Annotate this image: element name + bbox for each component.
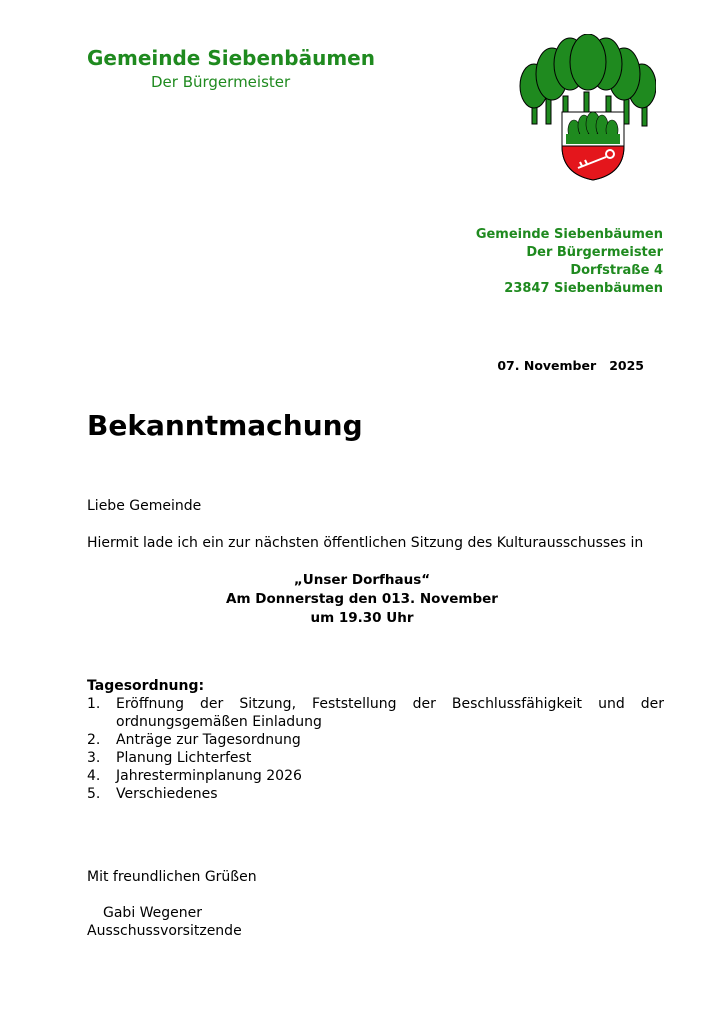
greeting: Liebe Gemeinde xyxy=(87,498,202,514)
agenda-item-text xyxy=(116,695,664,731)
address-line-4: 23847 Siebenbäumen xyxy=(504,281,663,296)
agenda-item-number: 4. xyxy=(87,768,101,784)
intro-text: Hiermit lade ich ein zur nächsten öffentlichen Sitzung des Kulturausschusses in xyxy=(87,535,644,551)
agenda-item-line-2: ordnungsgemäßen Einladung xyxy=(116,714,322,730)
venue-day: Am Donnerstag den 013. November xyxy=(226,591,498,607)
agenda-item xyxy=(87,767,664,785)
agenda-title: Tagesordnung: xyxy=(87,678,205,694)
agenda-item-text: Anträge zur Tagesordnung xyxy=(116,732,301,748)
closing: Mit freundlichen Grüßen xyxy=(87,869,257,885)
agenda-item xyxy=(87,785,664,803)
address-line-2: Der Bürgermeister xyxy=(526,245,663,260)
agenda-item-number: 1. xyxy=(87,696,101,712)
signature-name: Gabi Wegener xyxy=(103,905,203,921)
venue-block xyxy=(0,571,724,628)
agenda-item xyxy=(87,695,664,731)
recipient-address xyxy=(476,226,663,298)
agenda-item-text: Planung Lichterfest xyxy=(116,750,252,766)
coat-of-arms-icon xyxy=(518,34,656,184)
letterhead-subtitle: Der Bürgermeister xyxy=(151,73,291,91)
agenda-list xyxy=(87,695,664,803)
agenda-item-number: 3. xyxy=(87,750,101,766)
venue-place: „Unser Dorfhaus“ xyxy=(293,572,431,588)
agenda-item-text: Jahresterminplanung 2026 xyxy=(116,768,302,784)
agenda-item-number: 5. xyxy=(87,786,101,802)
letterhead-title: Gemeinde Siebenbäumen xyxy=(87,46,375,70)
address-line-1: Gemeinde Siebenbäumen xyxy=(475,227,663,242)
agenda-item xyxy=(87,731,664,749)
agenda-item-text: Verschiedenes xyxy=(116,786,218,802)
agenda-item-line-1: Eröffnung der Sitzung, Feststellung der Beschlussfähigkeit und der xyxy=(116,696,664,712)
agenda-item-number: 2. xyxy=(87,732,101,748)
letter-date: 07. November 2025 xyxy=(497,358,644,373)
address-line-3: Dorfstraße 4 xyxy=(570,263,663,278)
signature-role: Ausschussvorsitzende xyxy=(87,923,242,939)
venue-time: um 19.30 Uhr xyxy=(310,610,414,626)
agenda-item xyxy=(87,749,664,767)
document-title: Bekanntmachung xyxy=(87,409,363,442)
